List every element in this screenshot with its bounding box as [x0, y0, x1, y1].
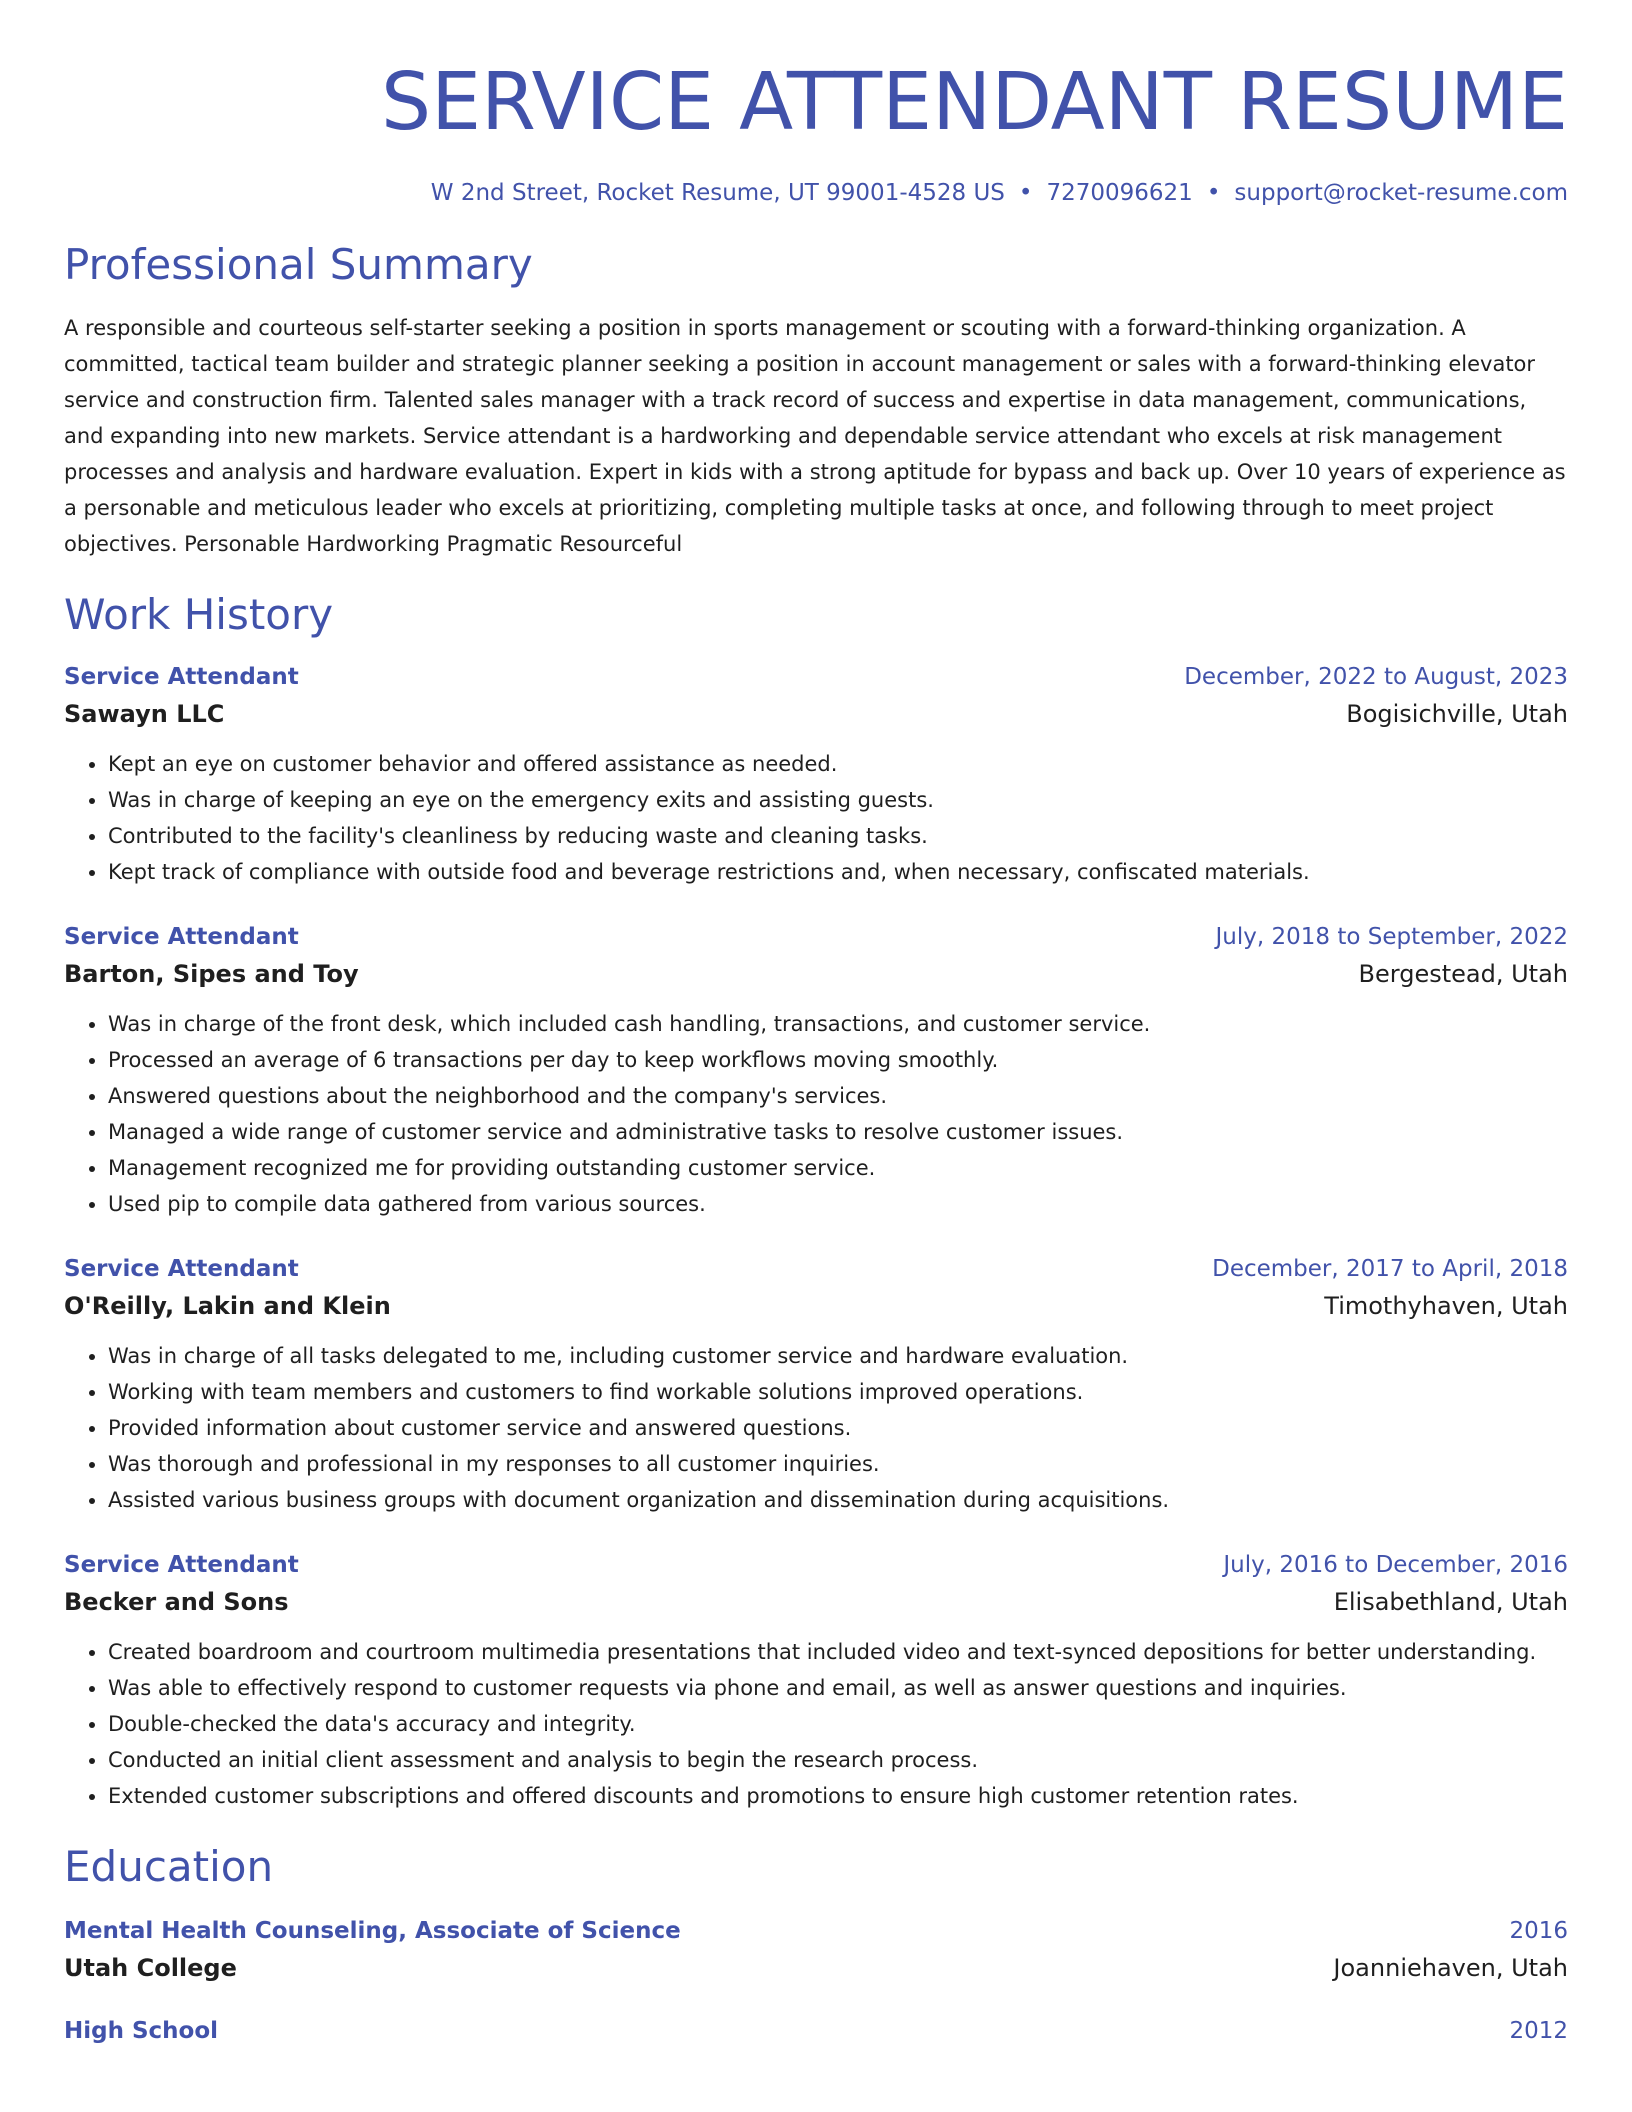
job-duty: • Provided information about customer service and answered questions. [108, 1410, 1568, 1446]
job-entry [64, 1252, 1568, 1518]
summary-heading: Professional Summary [64, 240, 533, 289]
education-degree: Mental Health Counseling, Associate of Science [64, 1918, 681, 1944]
job-duty: • Extended customer subscriptions and offered discounts and promotions to ensure high customer retention rates. [108, 1778, 1568, 1814]
resume-title: SERVICE ATTENDANT RESUME [380, 56, 1568, 148]
job-duty: • Managed a wide range of customer service and administrative tasks to resolve customer issues. [108, 1114, 1568, 1150]
job-entry [64, 1548, 1568, 1814]
contact-line [64, 178, 1568, 208]
job-duty: • Management recognized me for providing outstanding customer service. [108, 1150, 1568, 1186]
job-duty: • Kept an eye on customer behavior and offered assistance as needed. [108, 746, 1568, 782]
job-location: Bogisichville, Utah [1346, 700, 1568, 728]
education-entry [64, 2014, 1568, 2048]
job-company: O'Reilly, Lakin and Klein [64, 1292, 391, 1320]
job-entry [64, 660, 1568, 890]
education-heading: Education [64, 1842, 274, 1891]
job-dates: December, 2017 to April, 2018 [1212, 1256, 1568, 1282]
job-duty: • Kept track of compliance with outside food and beverage restrictions and, when necessary, confiscated materials. [108, 854, 1568, 890]
job-duty: • Answered questions about the neighborhood and the company's services. [108, 1078, 1568, 1114]
job-dates: December, 2022 to August, 2023 [1184, 664, 1568, 690]
job-duty: • Was thorough and professional in my responses to all customer inquiries. [108, 1446, 1568, 1482]
education-school: Utah College [64, 1954, 237, 1982]
job-location: Elisabethland, Utah [1333, 1588, 1568, 1616]
job-title: Service Attendant [64, 1256, 299, 1282]
job-entry [64, 920, 1568, 1222]
resume-page [64, 0, 1568, 2048]
job-duty: • Working with team members and customers to find workable solutions improved operations. [108, 1374, 1568, 1410]
job-duty: • Was in charge of all tasks delegated to me, including customer service and hardware evaluation. [108, 1338, 1568, 1374]
job-duty: • Used pip to compile data gathered from various sources. [108, 1186, 1568, 1222]
job-company: Barton, Sipes and Toy [64, 960, 359, 988]
job-duty: • Created boardroom and courtroom multimedia presentations that included video and text-synced depositions for better understanding. [108, 1634, 1568, 1670]
job-duty: • Contributed to the facility's cleanliness by reducing waste and cleaning tasks. [108, 818, 1568, 854]
education-year: 2012 [1509, 2018, 1568, 2044]
education-location: Joanniehaven, Utah [1333, 1954, 1568, 1982]
contact-separator: • [1018, 180, 1033, 206]
job-company: Becker and Sons [64, 1588, 289, 1616]
job-dates: July, 2018 to September, 2022 [1215, 924, 1568, 950]
job-location: Bergestead, Utah [1358, 960, 1568, 988]
job-duties [64, 1634, 1568, 1814]
job-company: Sawayn LLC [64, 700, 225, 728]
education-year: 2016 [1509, 1918, 1568, 1944]
job-duty: • Double-checked the data's accuracy and integrity. [108, 1706, 1568, 1742]
contact-separator: • [1206, 180, 1221, 206]
job-duties [64, 1006, 1568, 1222]
work-history-heading: Work History [64, 590, 334, 639]
job-duty: • Was in charge of the front desk, which included cash handling, transactions, and customer service. [108, 1006, 1568, 1042]
contact-phone: 7270096621 [1046, 180, 1193, 206]
job-duty: • Conducted an initial client assessment and analysis to begin the research process. [108, 1742, 1568, 1778]
job-dates: July, 2016 to December, 2016 [1223, 1552, 1568, 1578]
education-entry [64, 1914, 1568, 1988]
job-title: Service Attendant [64, 664, 299, 690]
summary-text: A responsible and courteous self-starter seeking a position in sports management or scouting with a forward-thinking organization. A committed, tactical team builder and strategic planner seeking a position in account management or sales with a forward-thinking elevator service and construction firm. Talented sales manager with a track record of success and expertise in data management, communications, and expanding into new markets. Service attendant is a hardworking and dependable service attendant who excels at risk management processes and analysis and hardware evaluation. Expert in kids with a strong aptitude for bypass and back up. Over 10 years of experience as a personable and meticulous leader who excels at prioritizing, completing multiple tasks at once, and following through to meet project objectives. Personable Hardworking Pragmatic Resourceful [64, 316, 1566, 556]
job-duty: • Was in charge of keeping an eye on the emergency exits and assisting guests. [108, 782, 1568, 818]
education-degree: High School [64, 2018, 219, 2044]
job-title: Service Attendant [64, 924, 299, 950]
job-duty: • Processed an average of 6 transactions per day to keep workflows moving smoothly. [108, 1042, 1568, 1078]
job-duties [64, 746, 1568, 890]
job-duty: • Was able to effectively respond to customer requests via phone and email, as well as answer questions and inquiries. [108, 1670, 1568, 1706]
job-duties [64, 1338, 1568, 1518]
contact-address: W 2nd Street, Rocket Resume, UT 99001-4528 US [430, 180, 1005, 206]
job-title: Service Attendant [64, 1552, 299, 1578]
contact-email: support@rocket-resume.com [1234, 180, 1568, 206]
job-location: Timothyhaven, Utah [1324, 1292, 1568, 1320]
job-duty: • Assisted various business groups with document organization and dissemination during acquisitions. [108, 1482, 1568, 1518]
